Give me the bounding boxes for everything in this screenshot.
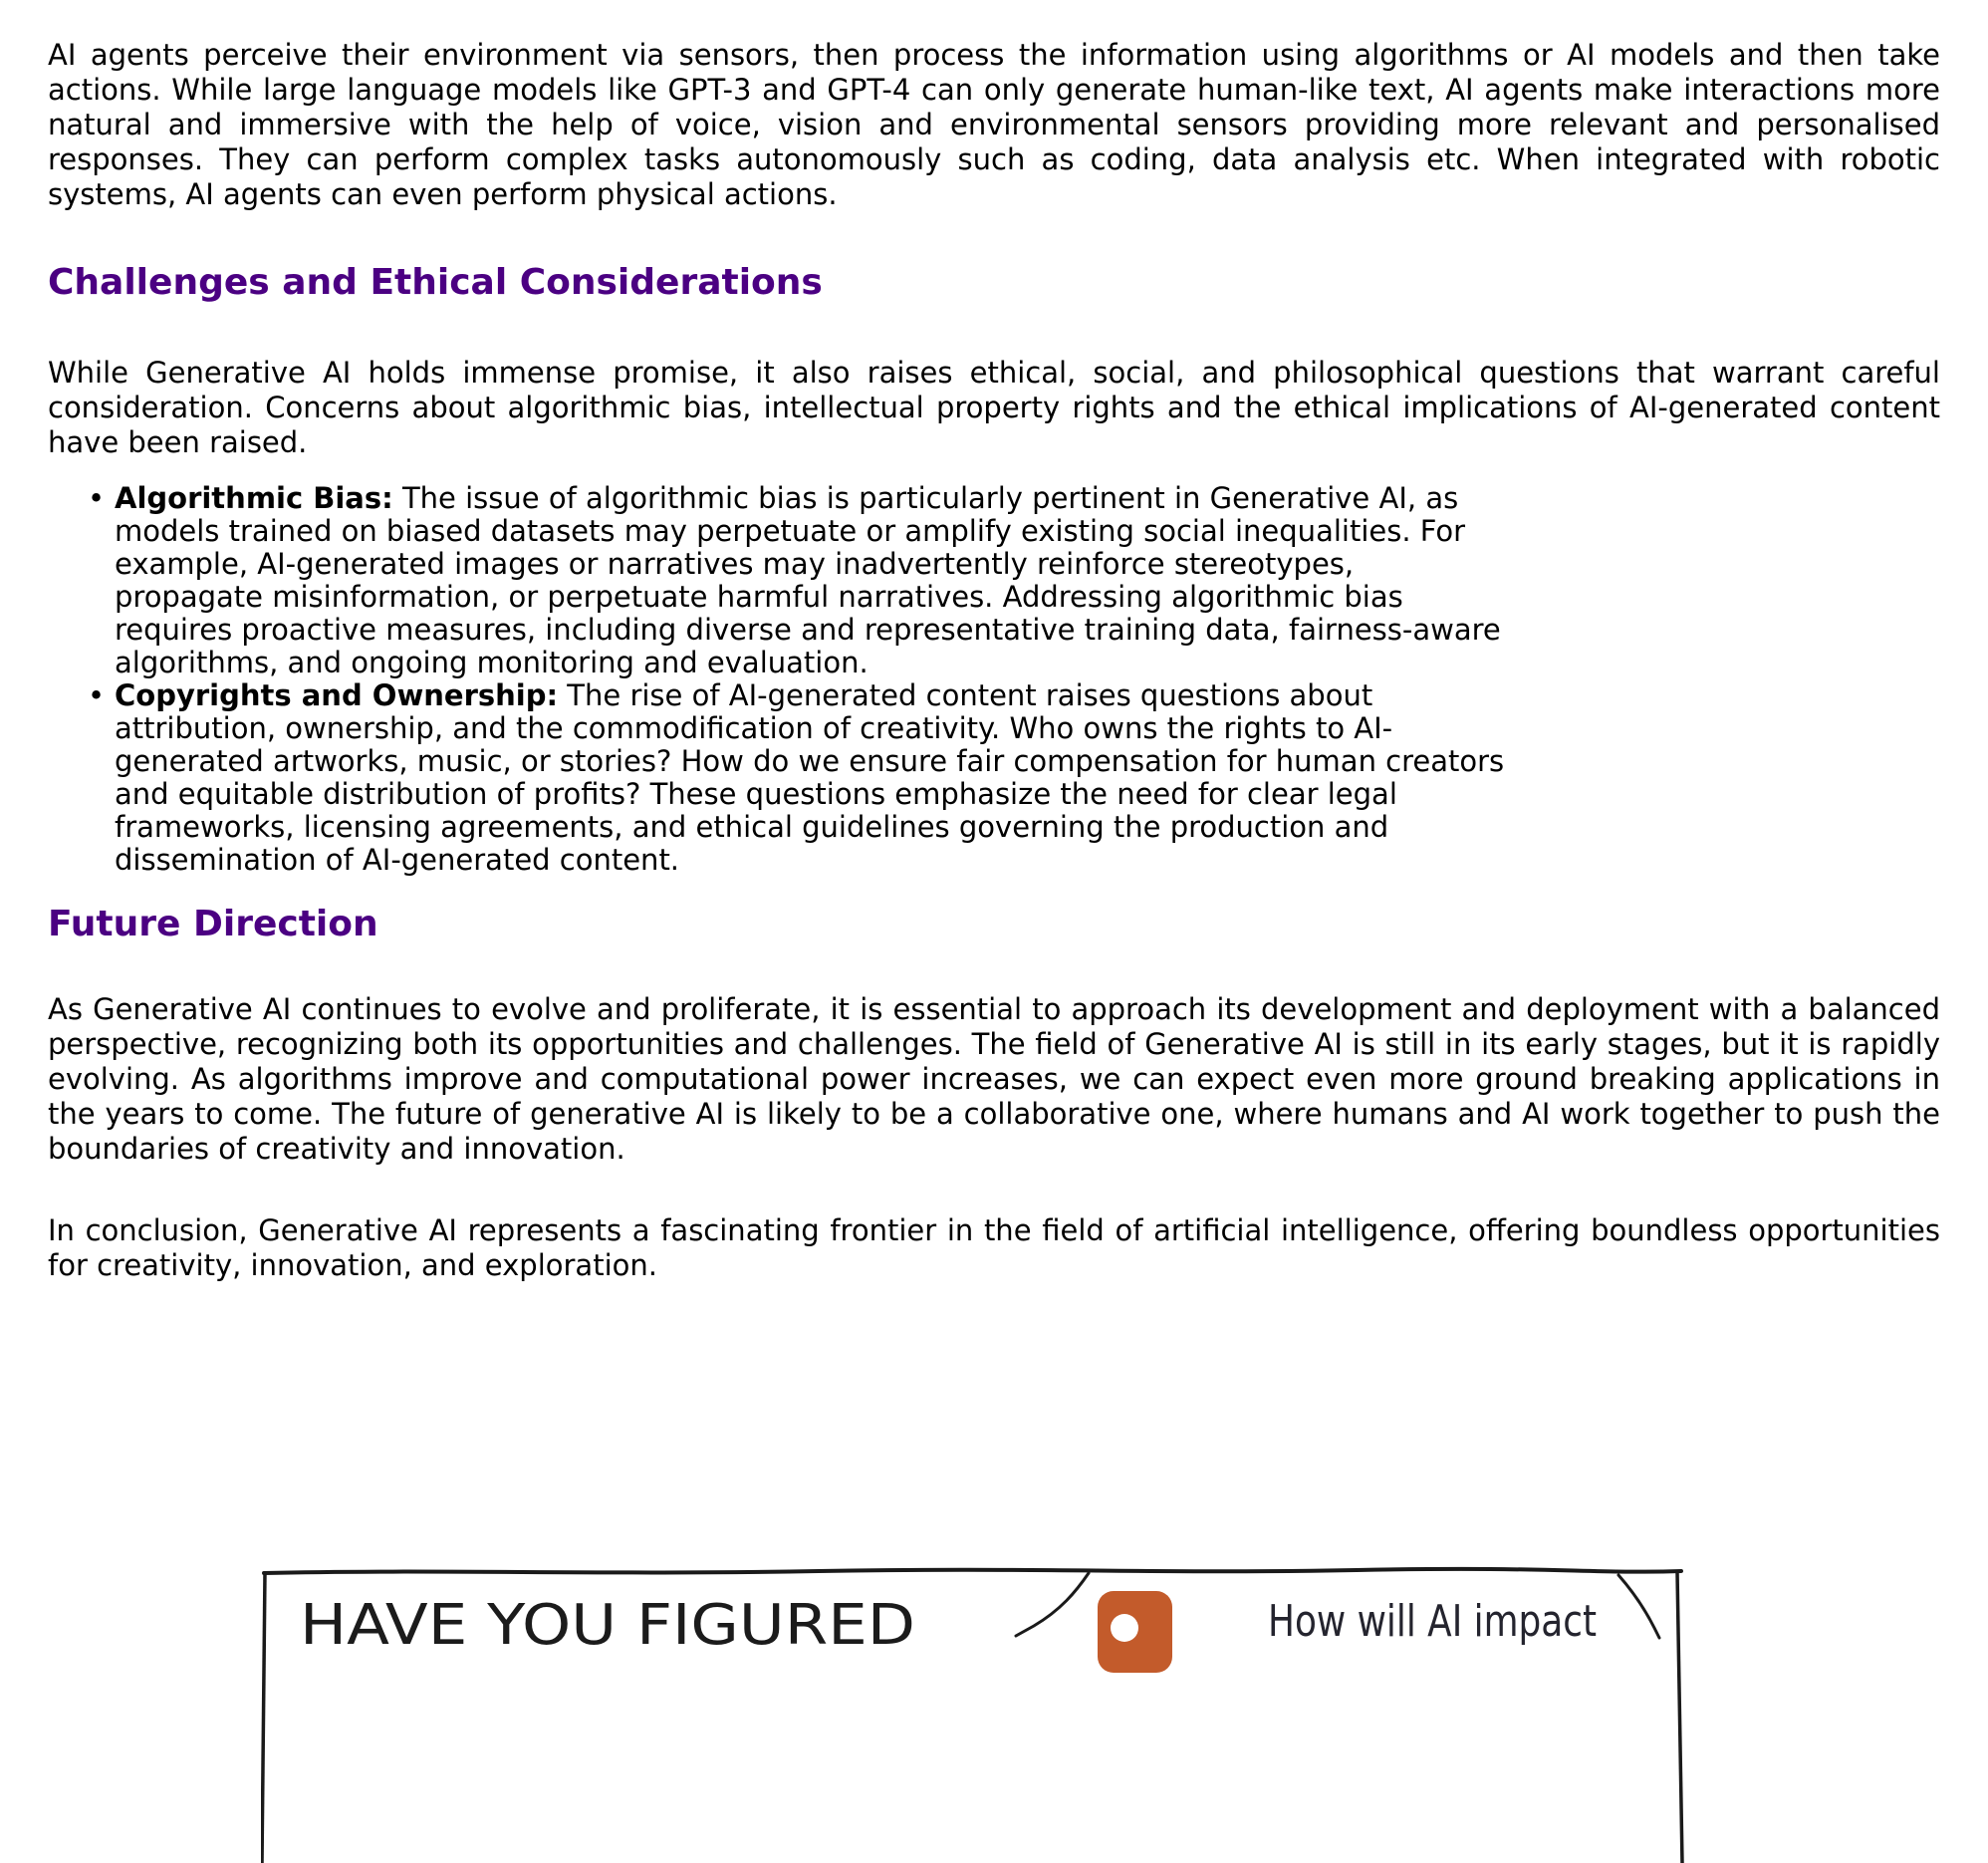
ethics-bullet-list bbox=[115, 482, 1507, 877]
paragraph-conclusion: In conclusion, Generative AI represents a fascinating frontier in the field of artificial intelligence, offering boundless opportunities for creativity, innovation, and exploration. bbox=[48, 1213, 1940, 1282]
comic-caption-text: HAVE YOU FIGURED bbox=[300, 1593, 915, 1658]
heading-challenges-and-ethical-considerations: Challenges and Ethical Considerations bbox=[48, 262, 823, 303]
list-item-copyrights-ownership bbox=[115, 679, 1507, 877]
bullet-text: The issue of algorithmic bias is particularly pertinent in Generative AI, as models trained on biased datasets may perpetuate or amplify existing social inequalities. For example, AI-generated images or narratives may inadvertently reinforce stereotypes, propagate misinformation, or perpetuate harmful narratives. Addressing algorithmic bias requires proactive measures, including diverse and representative training data, fairness-aware algorithms, and ongoing monitoring and evaluation. bbox=[115, 481, 1501, 679]
article-body bbox=[48, 38, 1940, 1283]
list-item-algorithmic-bias bbox=[115, 482, 1507, 679]
comic-figure bbox=[261, 1564, 1685, 1863]
comic-bubble-text: How will AI impact bbox=[1268, 1596, 1597, 1647]
bullet-text: The rise of AI-generated content raises questions about attribution, ownership, and the commodification of creativity. Who owns the rights to AI-generated artworks, music, or stories? How do we ensure fair compensation for human creators and equitable distribution of profits? These questions emphasize the need for clear legal frameworks, licensing agreements, and ethical guidelines governing the production and dissemination of AI-generated content. bbox=[115, 678, 1505, 877]
bullet-label: Algorithmic Bias: bbox=[115, 481, 393, 515]
ai-chat-icon bbox=[1098, 1591, 1172, 1673]
heading-future-direction: Future Direction bbox=[48, 904, 378, 944]
paragraph-future-direction: As Generative AI continues to evolve and proliferate, it is essential to approach its development and deployment with a balanced perspective, recognizing both its opportunities and challenges. The field of Generative AI is still in its early stages, but it is rapidly evolving. As algorithms improve and computational power increases, we can expect even more ground breaking applications in the years to come. The future of generative AI is likely to be a collaborative one, where humans and AI work together to push the boundaries of creativity and innovation. bbox=[48, 992, 1940, 1166]
paragraph-challenges-intro: While Generative AI holds immense promise, it also raises ethical, social, and philosophical questions that warrant careful consideration. Concerns about algorithmic bias, intellectual property rights and the ethical implications of AI-generated content have been raised. bbox=[48, 356, 1940, 459]
bullet-label: Copyrights and Ownership: bbox=[115, 678, 559, 712]
paragraph-ai-agents: AI agents perceive their environment via sensors, then process the information using algorithms or AI models and then take actions. While large language models like GPT-3 and GPT-4 can only generate human-like text, AI agents make interactions more natural and immersive with the help of voice, vision and environmental sensors providing more relevant and personalised responses. They can perform complex tasks autonomously such as coding, data analysis etc. When integrated with robotic systems, AI agents can even perform physical actions. bbox=[48, 38, 1940, 211]
